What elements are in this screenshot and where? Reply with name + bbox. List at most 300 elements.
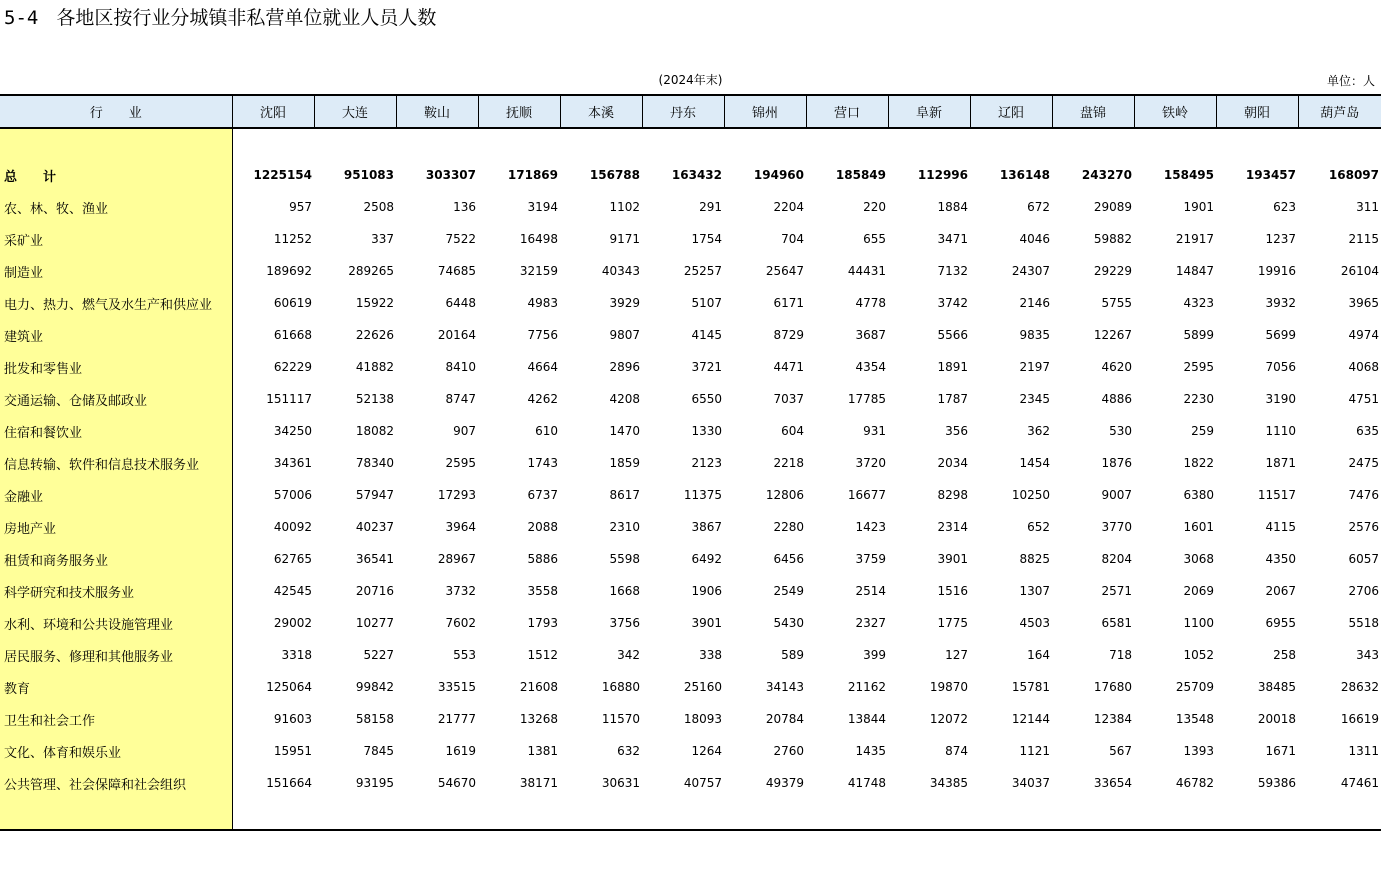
value-cell: 12072 xyxy=(929,712,968,726)
value-cell: 2115 xyxy=(1348,232,1379,246)
value-cell: 42545 xyxy=(273,584,312,598)
value-cell: 655 xyxy=(863,232,886,246)
value-cell: 16880 xyxy=(601,680,640,694)
value-cell: 3929 xyxy=(609,296,640,310)
bottom-rule-cell xyxy=(0,830,1381,831)
value-cell: 29089 xyxy=(1093,200,1132,214)
value-cell: 11252 xyxy=(273,232,312,246)
value-cell: 4503 xyxy=(1019,616,1050,630)
value-cell: 12384 xyxy=(1093,712,1132,726)
value-cell: 610 xyxy=(535,424,558,438)
value-cell: 168097 xyxy=(1328,168,1379,182)
value-cell: 21777 xyxy=(437,712,476,726)
row-label: 文化、体育和娱乐业 xyxy=(0,735,232,767)
value-cell: 3318 xyxy=(281,648,312,662)
value-cell: 1311 xyxy=(1348,744,1379,758)
value-cell: 2218 xyxy=(773,456,804,470)
value-cell: 28632 xyxy=(1340,680,1379,694)
value-cell: 6456 xyxy=(773,552,804,566)
value-cell: 1601 xyxy=(1183,520,1214,534)
value-cell: 12806 xyxy=(765,488,804,502)
value-cell: 1512 xyxy=(527,648,558,662)
row-label: 住宿和餐饮业 xyxy=(0,415,232,447)
value-cell: 338 xyxy=(699,648,722,662)
value-cell: 7756 xyxy=(527,328,558,342)
value-cell: 2571 xyxy=(1101,584,1132,598)
table-row xyxy=(0,351,1381,383)
value-cell: 5899 xyxy=(1183,328,1214,342)
row-label: 信息转输、软件和信息技术服务业 xyxy=(0,447,232,479)
value-cell: 44431 xyxy=(847,264,886,278)
value-cell: 8825 xyxy=(1019,552,1050,566)
value-cell: 12144 xyxy=(1011,712,1050,726)
table-row xyxy=(0,767,1381,799)
value-cell: 60619 xyxy=(273,296,312,310)
value-cell: 220 xyxy=(863,200,886,214)
value-cell: 16619 xyxy=(1340,712,1379,726)
value-cell: 91603 xyxy=(273,712,312,726)
value-cell: 1787 xyxy=(937,392,968,406)
value-cell: 12267 xyxy=(1093,328,1132,342)
spacer-label-cell xyxy=(0,128,232,159)
value-cell: 151117 xyxy=(266,392,312,406)
value-cell: 951083 xyxy=(343,168,394,182)
table-title: 各地区按行业分城镇非私营单位就业人员人数 xyxy=(56,7,437,29)
value-cell: 3965 xyxy=(1348,296,1379,310)
table-code: 5-4 xyxy=(4,7,39,29)
table-row xyxy=(0,511,1381,543)
value-cell: 1906 xyxy=(691,584,722,598)
value-cell: 1381 xyxy=(527,744,558,758)
row-label: 金融业 xyxy=(0,479,232,511)
value-cell: 3901 xyxy=(691,616,722,630)
table-subtitle: (2024年末) xyxy=(658,73,723,87)
value-cell: 362 xyxy=(1027,424,1050,438)
column-header: 抚顺 xyxy=(478,95,560,128)
value-cell: 78340 xyxy=(355,456,394,470)
row-label: 公共管理、社会保障和社会组织 xyxy=(0,767,232,799)
value-cell: 399 xyxy=(863,648,886,662)
value-cell: 13844 xyxy=(847,712,886,726)
value-cell: 3687 xyxy=(855,328,886,342)
value-cell: 112996 xyxy=(917,168,968,182)
row-label: 交通运输、仓储及邮政业 xyxy=(0,383,232,415)
value-cell: 704 xyxy=(781,232,804,246)
value-cell: 3721 xyxy=(691,360,722,374)
value-cell: 1884 xyxy=(937,200,968,214)
value-cell: 6492 xyxy=(691,552,722,566)
value-cell: 25160 xyxy=(683,680,722,694)
value-cell: 3901 xyxy=(937,552,968,566)
value-cell: 3756 xyxy=(609,616,640,630)
value-cell: 163432 xyxy=(671,168,722,182)
value-cell: 632 xyxy=(617,744,640,758)
column-header: 盘锦 xyxy=(1052,95,1134,128)
value-cell: 874 xyxy=(945,744,968,758)
value-cell: 1891 xyxy=(937,360,968,374)
column-header-industry: 行 业 xyxy=(0,95,232,128)
value-cell: 4323 xyxy=(1183,296,1214,310)
value-cell: 8298 xyxy=(937,488,968,502)
value-cell: 38171 xyxy=(519,776,558,790)
value-cell: 17785 xyxy=(847,392,886,406)
value-cell: 8204 xyxy=(1101,552,1132,566)
table-row xyxy=(0,447,1381,479)
value-cell: 171869 xyxy=(507,168,558,182)
table-row xyxy=(0,735,1381,767)
value-cell: 2034 xyxy=(937,456,968,470)
value-cell: 13268 xyxy=(519,712,558,726)
value-cell: 193457 xyxy=(1245,168,1296,182)
value-cell: 28967 xyxy=(437,552,476,566)
value-cell: 10250 xyxy=(1011,488,1050,502)
value-cell: 3932 xyxy=(1265,296,1296,310)
column-header: 鞍山 xyxy=(396,95,478,128)
value-cell: 4620 xyxy=(1101,360,1132,374)
column-header: 辽阳 xyxy=(970,95,1052,128)
value-cell: 41882 xyxy=(355,360,394,374)
spacer-row xyxy=(0,128,1381,159)
value-cell: 3759 xyxy=(855,552,886,566)
value-cell: 16677 xyxy=(847,488,886,502)
value-cell: 530 xyxy=(1109,424,1132,438)
value-cell: 7476 xyxy=(1348,488,1379,502)
value-cell: 158495 xyxy=(1163,168,1214,182)
table-row xyxy=(0,319,1381,351)
table-row xyxy=(0,703,1381,735)
row-label: 水利、环境和公共设施管理业 xyxy=(0,607,232,639)
value-cell: 3471 xyxy=(937,232,968,246)
value-cell: 59386 xyxy=(1257,776,1296,790)
value-cell: 1121 xyxy=(1019,744,1050,758)
header-row xyxy=(0,95,1381,128)
table-row xyxy=(0,415,1381,447)
value-cell: 36541 xyxy=(355,552,394,566)
value-cell: 11517 xyxy=(1257,488,1296,502)
value-cell: 20164 xyxy=(437,328,476,342)
value-cell: 34250 xyxy=(273,424,312,438)
value-cell: 40237 xyxy=(355,520,394,534)
value-cell: 62765 xyxy=(273,552,312,566)
value-cell: 5699 xyxy=(1265,328,1296,342)
value-cell: 2146 xyxy=(1019,296,1050,310)
row-label: 采矿业 xyxy=(0,223,232,255)
value-cell: 5566 xyxy=(937,328,968,342)
row-label: 居民服务、修理和其他服务业 xyxy=(0,639,232,671)
value-cell: 9835 xyxy=(1019,328,1050,342)
value-cell: 5886 xyxy=(527,552,558,566)
value-cell: 30631 xyxy=(601,776,640,790)
value-cell: 57947 xyxy=(355,488,394,502)
value-cell: 156788 xyxy=(589,168,640,182)
value-cell: 52138 xyxy=(355,392,394,406)
value-cell: 2310 xyxy=(609,520,640,534)
value-cell: 189692 xyxy=(266,264,312,278)
value-cell: 29002 xyxy=(273,616,312,630)
value-cell: 3867 xyxy=(691,520,722,534)
value-cell: 672 xyxy=(1027,200,1050,214)
value-cell: 6380 xyxy=(1183,488,1214,502)
value-cell: 259 xyxy=(1191,424,1214,438)
value-cell: 258 xyxy=(1273,648,1296,662)
value-cell: 4974 xyxy=(1348,328,1379,342)
value-cell: 1619 xyxy=(445,744,476,758)
value-cell: 57006 xyxy=(273,488,312,502)
value-cell: 2123 xyxy=(691,456,722,470)
value-cell: 18082 xyxy=(355,424,394,438)
value-cell: 4886 xyxy=(1101,392,1132,406)
value-cell: 1393 xyxy=(1183,744,1214,758)
column-header: 阜新 xyxy=(888,95,970,128)
value-cell: 20784 xyxy=(765,712,804,726)
value-cell: 2088 xyxy=(527,520,558,534)
value-cell: 1237 xyxy=(1265,232,1296,246)
value-cell: 151664 xyxy=(266,776,312,790)
value-cell: 4208 xyxy=(609,392,640,406)
value-cell: 185849 xyxy=(835,168,886,182)
unit-label: 单位：人 xyxy=(1326,74,1375,88)
value-cell: 2896 xyxy=(609,360,640,374)
value-cell: 4350 xyxy=(1265,552,1296,566)
value-cell: 4778 xyxy=(855,296,886,310)
value-cell: 1822 xyxy=(1183,456,1214,470)
total-row xyxy=(0,159,1381,191)
value-cell: 2595 xyxy=(1183,360,1214,374)
value-cell: 54670 xyxy=(437,776,476,790)
value-cell: 957 xyxy=(289,200,312,214)
value-cell: 303307 xyxy=(425,168,476,182)
value-cell: 136 xyxy=(453,200,476,214)
value-cell: 3068 xyxy=(1183,552,1214,566)
value-cell: 7056 xyxy=(1265,360,1296,374)
value-cell: 99842 xyxy=(355,680,394,694)
spacer-cell xyxy=(232,799,1381,830)
value-cell: 7037 xyxy=(773,392,804,406)
row-label: 教育 xyxy=(0,671,232,703)
value-cell: 1516 xyxy=(937,584,968,598)
value-cell: 289265 xyxy=(348,264,394,278)
value-cell: 1871 xyxy=(1265,456,1296,470)
value-cell: 125064 xyxy=(266,680,312,694)
value-cell: 4751 xyxy=(1348,392,1379,406)
table-row xyxy=(0,543,1381,575)
column-header: 丹东 xyxy=(642,95,724,128)
value-cell: 3770 xyxy=(1101,520,1132,534)
value-cell: 7602 xyxy=(445,616,476,630)
value-cell: 1225154 xyxy=(253,168,312,182)
value-cell: 3190 xyxy=(1265,392,1296,406)
value-cell: 2230 xyxy=(1183,392,1214,406)
value-cell: 3964 xyxy=(445,520,476,534)
value-cell: 2549 xyxy=(773,584,804,598)
value-cell: 11570 xyxy=(601,712,640,726)
value-cell: 59882 xyxy=(1093,232,1132,246)
spacer-label-cell xyxy=(0,799,232,830)
value-cell: 5518 xyxy=(1348,616,1379,630)
value-cell: 18093 xyxy=(683,712,722,726)
row-label: 房地产业 xyxy=(0,511,232,543)
value-cell: 32159 xyxy=(519,264,558,278)
value-cell: 2204 xyxy=(773,200,804,214)
value-cell: 2345 xyxy=(1019,392,1050,406)
value-cell: 21162 xyxy=(847,680,886,694)
table-row xyxy=(0,671,1381,703)
data-table xyxy=(0,94,1381,831)
row-label: 租赁和商务服务业 xyxy=(0,543,232,575)
table-row xyxy=(0,575,1381,607)
value-cell: 5107 xyxy=(691,296,722,310)
value-cell: 2595 xyxy=(445,456,476,470)
column-header: 沈阳 xyxy=(232,95,314,128)
value-cell: 1102 xyxy=(609,200,640,214)
row-label: 卫生和社会工作 xyxy=(0,703,232,735)
value-cell: 1671 xyxy=(1265,744,1296,758)
value-cell: 1743 xyxy=(527,456,558,470)
value-cell: 1901 xyxy=(1183,200,1214,214)
value-cell: 4471 xyxy=(773,360,804,374)
value-cell: 9007 xyxy=(1101,488,1132,502)
value-cell: 1307 xyxy=(1019,584,1050,598)
value-cell: 15922 xyxy=(355,296,394,310)
value-cell: 19916 xyxy=(1257,264,1296,278)
page-title xyxy=(4,4,436,32)
value-cell: 2576 xyxy=(1348,520,1379,534)
column-header: 葫芦岛 xyxy=(1298,95,1381,128)
value-cell: 1435 xyxy=(855,744,886,758)
value-cell: 47461 xyxy=(1340,776,1379,790)
value-cell: 243270 xyxy=(1081,168,1132,182)
value-cell: 33515 xyxy=(437,680,476,694)
value-cell: 4068 xyxy=(1348,360,1379,374)
value-cell: 3558 xyxy=(527,584,558,598)
value-cell: 40343 xyxy=(601,264,640,278)
value-cell: 40092 xyxy=(273,520,312,534)
row-label: 农、林、牧、渔业 xyxy=(0,191,232,223)
spacer-row xyxy=(0,799,1381,830)
value-cell: 1454 xyxy=(1019,456,1050,470)
value-cell: 20018 xyxy=(1257,712,1296,726)
column-header: 锦州 xyxy=(724,95,806,128)
value-cell: 40757 xyxy=(683,776,722,790)
value-cell: 337 xyxy=(371,232,394,246)
column-header: 铁岭 xyxy=(1134,95,1216,128)
value-cell: 194960 xyxy=(753,168,804,182)
value-cell: 4145 xyxy=(691,328,722,342)
value-cell: 2067 xyxy=(1265,584,1296,598)
value-cell: 38485 xyxy=(1257,680,1296,694)
value-cell: 21917 xyxy=(1175,232,1214,246)
value-cell: 25257 xyxy=(683,264,722,278)
value-cell: 8410 xyxy=(445,360,476,374)
value-cell: 311 xyxy=(1356,200,1379,214)
table-row xyxy=(0,639,1381,671)
value-cell: 8729 xyxy=(773,328,804,342)
table-row xyxy=(0,383,1381,415)
value-cell: 1775 xyxy=(937,616,968,630)
column-header: 朝阳 xyxy=(1216,95,1298,128)
value-cell: 2508 xyxy=(363,200,394,214)
value-cell: 25647 xyxy=(765,264,804,278)
spacer-cell xyxy=(232,128,1381,159)
value-cell: 6057 xyxy=(1348,552,1379,566)
value-cell: 652 xyxy=(1027,520,1050,534)
value-cell: 3742 xyxy=(937,296,968,310)
value-cell: 4983 xyxy=(527,296,558,310)
value-cell: 589 xyxy=(781,648,804,662)
value-cell: 15781 xyxy=(1011,680,1050,694)
value-cell: 24307 xyxy=(1011,264,1050,278)
value-cell: 17293 xyxy=(437,488,476,502)
value-cell: 127 xyxy=(945,648,968,662)
value-cell: 1859 xyxy=(609,456,640,470)
table-row xyxy=(0,607,1381,639)
table-row xyxy=(0,255,1381,287)
value-cell: 58158 xyxy=(355,712,394,726)
value-cell: 8747 xyxy=(445,392,476,406)
value-cell: 343 xyxy=(1356,648,1379,662)
value-cell: 907 xyxy=(453,424,476,438)
value-cell: 34361 xyxy=(273,456,312,470)
value-cell: 342 xyxy=(617,648,640,662)
value-cell: 1264 xyxy=(691,744,722,758)
value-cell: 2514 xyxy=(855,584,886,598)
value-cell: 2069 xyxy=(1183,584,1214,598)
value-cell: 16498 xyxy=(519,232,558,246)
value-cell: 9171 xyxy=(609,232,640,246)
value-cell: 8617 xyxy=(609,488,640,502)
value-cell: 41748 xyxy=(847,776,886,790)
value-cell: 5227 xyxy=(363,648,394,662)
value-cell: 6737 xyxy=(527,488,558,502)
value-cell: 7522 xyxy=(445,232,476,246)
value-cell: 15951 xyxy=(273,744,312,758)
value-cell: 2475 xyxy=(1348,456,1379,470)
value-cell: 5755 xyxy=(1101,296,1132,310)
value-cell: 2760 xyxy=(773,744,804,758)
value-cell: 356 xyxy=(945,424,968,438)
row-label: 电力、热力、燃气及水生产和供应业 xyxy=(0,287,232,319)
value-cell: 6171 xyxy=(773,296,804,310)
value-cell: 6955 xyxy=(1265,616,1296,630)
value-cell: 6581 xyxy=(1101,616,1132,630)
value-cell: 2706 xyxy=(1348,584,1379,598)
value-cell: 604 xyxy=(781,424,804,438)
value-cell: 1423 xyxy=(855,520,886,534)
table-row xyxy=(0,287,1381,319)
value-cell: 4046 xyxy=(1019,232,1050,246)
value-cell: 6550 xyxy=(691,392,722,406)
row-label: 制造业 xyxy=(0,255,232,287)
value-cell: 21608 xyxy=(519,680,558,694)
value-cell: 93195 xyxy=(355,776,394,790)
value-cell: 1668 xyxy=(609,584,640,598)
value-cell: 6448 xyxy=(445,296,476,310)
value-cell: 1793 xyxy=(527,616,558,630)
value-cell: 19870 xyxy=(929,680,968,694)
value-cell: 20716 xyxy=(355,584,394,598)
value-cell: 34143 xyxy=(765,680,804,694)
value-cell: 4262 xyxy=(527,392,558,406)
value-cell: 13548 xyxy=(1175,712,1214,726)
value-cell: 635 xyxy=(1356,424,1379,438)
value-cell: 1052 xyxy=(1183,648,1214,662)
value-cell: 33654 xyxy=(1093,776,1132,790)
table-body xyxy=(0,128,1381,831)
row-label: 建筑业 xyxy=(0,319,232,351)
value-cell: 1100 xyxy=(1183,616,1214,630)
value-cell: 34037 xyxy=(1011,776,1050,790)
value-cell: 74685 xyxy=(437,264,476,278)
